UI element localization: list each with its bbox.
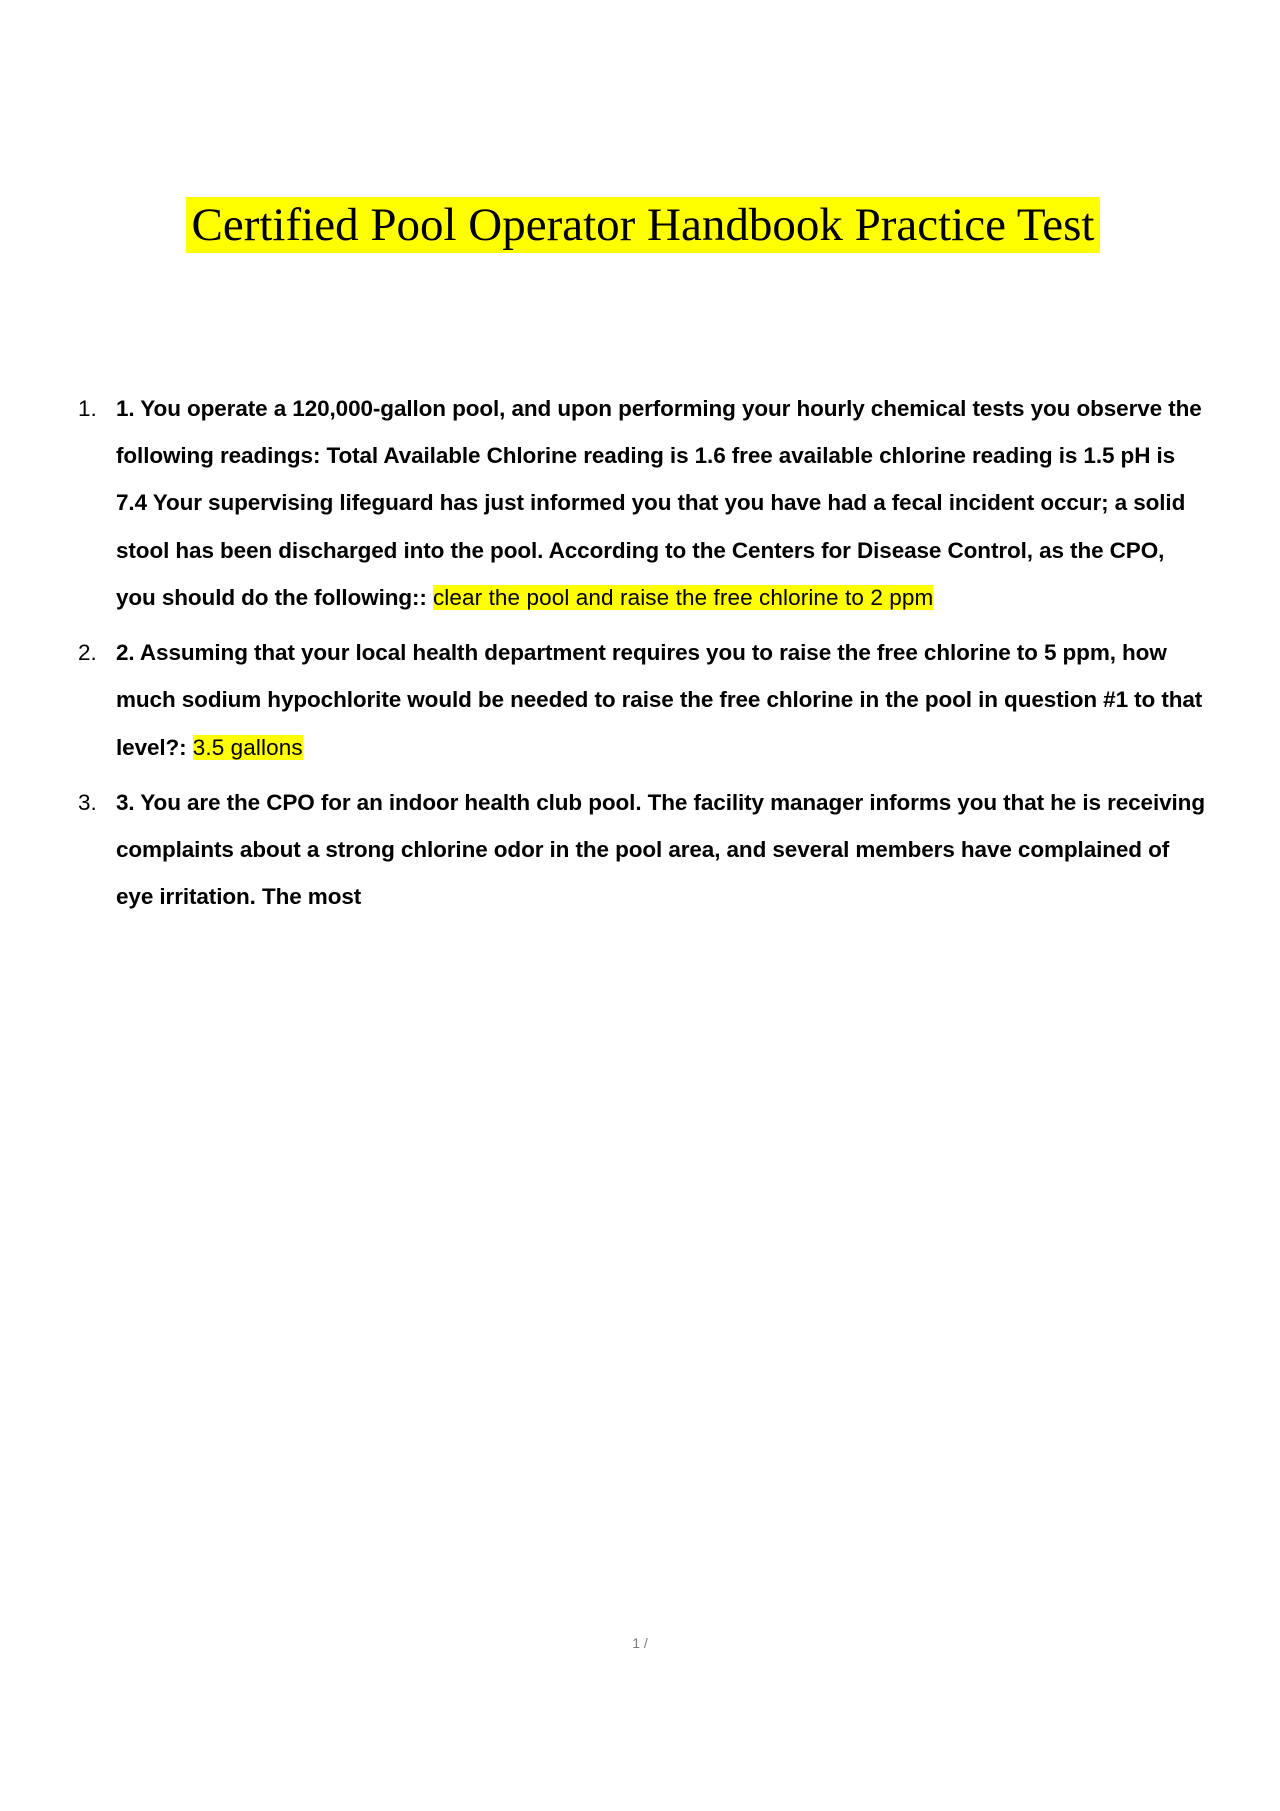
question-text xyxy=(116,640,1202,760)
page-title-highlight: Certified Pool Operator Handbook Practice Test xyxy=(186,197,1101,253)
answer-highlight: 3.5 gallons xyxy=(192,734,303,760)
list-item xyxy=(78,385,1208,621)
question-number: 1. xyxy=(78,395,97,421)
answer-highlight: clear the pool and raise the free chlorine to 2 ppm xyxy=(432,584,934,610)
question-number: 3. xyxy=(78,789,97,815)
document-body xyxy=(78,196,1208,929)
question-text xyxy=(116,396,1202,610)
question-number: 2. xyxy=(78,640,97,665)
question-prompt: 2. Assuming that your local health department requires you to raise the free chlorine to 5 ppm, how much sodium hypochlorite would be needed to raise the free chlorine in the pool in question #1 to that level?: xyxy=(116,640,1203,760)
list-item xyxy=(78,629,1208,771)
page-title xyxy=(78,196,1208,255)
page-footer: 1 / xyxy=(632,1635,648,1651)
question-list xyxy=(78,385,1208,921)
list-item xyxy=(78,779,1208,921)
question-text xyxy=(116,790,1205,910)
question-prompt: 3. You are the CPO for an indoor health club pool. The facility manager informs you that he is receiving complaints about a strong chlorine odor in the pool area, and several members have complained of eye irritation. The most xyxy=(116,789,1205,910)
question-prompt: 1. You operate a 120,000-gallon pool, and upon performing your hourly chemical tests you observe the following readings: Total Available Chlorine reading is 1.6 free available chlorine reading is 1.5 pH is 7.4 Your supervising lifeguard has just informed you that you have had a fecal incident occur; a solid stool has been discharged into the pool. According to the Centers for Disease Control, as the CPO, you should do the following:: xyxy=(116,395,1202,610)
